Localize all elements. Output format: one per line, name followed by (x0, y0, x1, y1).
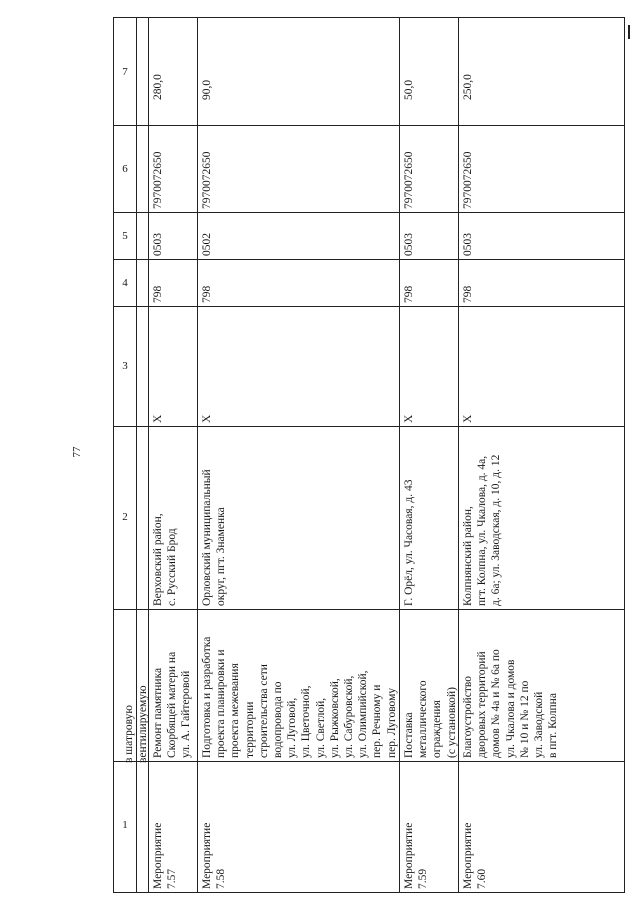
cell-col5: 0502 (201, 233, 213, 256)
cell-col3: Х (403, 414, 415, 423)
cell-col7: 90,0 (201, 79, 213, 100)
cell-col4: 798 (201, 285, 213, 303)
measure-name: Поставка металлического ограждения (с установкой) (403, 680, 458, 758)
cell-col3: Х (462, 414, 474, 423)
col-divider (114, 426, 624, 427)
col-divider (114, 212, 624, 213)
measure-name: Благоустройство дворовых территорий домов № 4а и № 6а по ул. Чкалова и домов № 10 и № 12 по ул. Заводской в пгт. Колпна (462, 649, 560, 758)
measure-id: Мероприятие 7.60 (462, 822, 489, 889)
measure-id: Мероприятие 7.58 (201, 822, 228, 889)
cell-col5: 0503 (403, 233, 415, 256)
cell-col3: Х (201, 414, 213, 423)
cell-col4: 798 (403, 285, 415, 303)
cell-col7: 50,0 (403, 79, 415, 100)
column-number: 6 (122, 163, 128, 175)
measure-name: Подготовка и разработка проекта планировки и проекта межевания территории строительства сети водопровода по ул. Луговой, ул. Цветочной, ул. Светлой, ул. Рыжковской, ул. Сабуровской, ул. Олимпийской, пер. Речному и пер. Луговому (201, 636, 398, 758)
column-number: 3 (122, 360, 128, 372)
col-divider (114, 306, 624, 307)
cell-col7: 280,0 (152, 74, 164, 100)
measure-location: Орловский муниципальный округ, пгт. Знаменка (201, 469, 228, 606)
column-number: 2 (122, 511, 128, 523)
cell-col5: 0503 (462, 233, 474, 256)
cell-col6: 7970072650 (462, 151, 474, 209)
measure-location: Г. Орёл, ул. Часовая, д. 43 (403, 479, 415, 606)
budget-table (113, 17, 625, 893)
row-divider (458, 18, 459, 892)
column-number: 5 (122, 230, 128, 242)
column-number: 1 (122, 819, 128, 831)
cell-col6: 7970072650 (152, 151, 164, 209)
col-divider (114, 609, 624, 610)
col-divider (114, 125, 624, 126)
page-number: 77 (71, 446, 83, 458)
row-divider (197, 18, 198, 892)
cell-col6: 7970072650 (201, 151, 213, 209)
measure-id: Мероприятие 7.59 (403, 822, 430, 889)
continuation-text: в шатровую вентилируемую (123, 685, 150, 763)
cell-col3: Х (152, 414, 164, 423)
cell-col6: 7970072650 (403, 151, 415, 209)
measure-id: Мероприятие 7.57 (152, 822, 179, 889)
cell-col7: 250,0 (462, 74, 474, 100)
cell-col4: 798 (152, 285, 164, 303)
column-number: 7 (122, 66, 128, 78)
column-number: 4 (122, 277, 128, 289)
measure-location: Верховский район, с. Русский Брод (152, 513, 179, 606)
cell-col4: 798 (462, 285, 474, 303)
measure-location: Колпнянский район, пгт. Колпна, ул. Чкалова, д. 4а, д. 6а; ул. Заводская, д. 10, д. 12 (462, 454, 503, 606)
measure-name: Ремонт памятника Скорбящей матери на ул. А. Гайтеровой (152, 651, 193, 758)
corner-mark (628, 25, 630, 39)
row-divider (399, 18, 400, 892)
col-divider (114, 761, 624, 762)
col-divider (114, 259, 624, 260)
cell-col5: 0503 (152, 233, 164, 256)
